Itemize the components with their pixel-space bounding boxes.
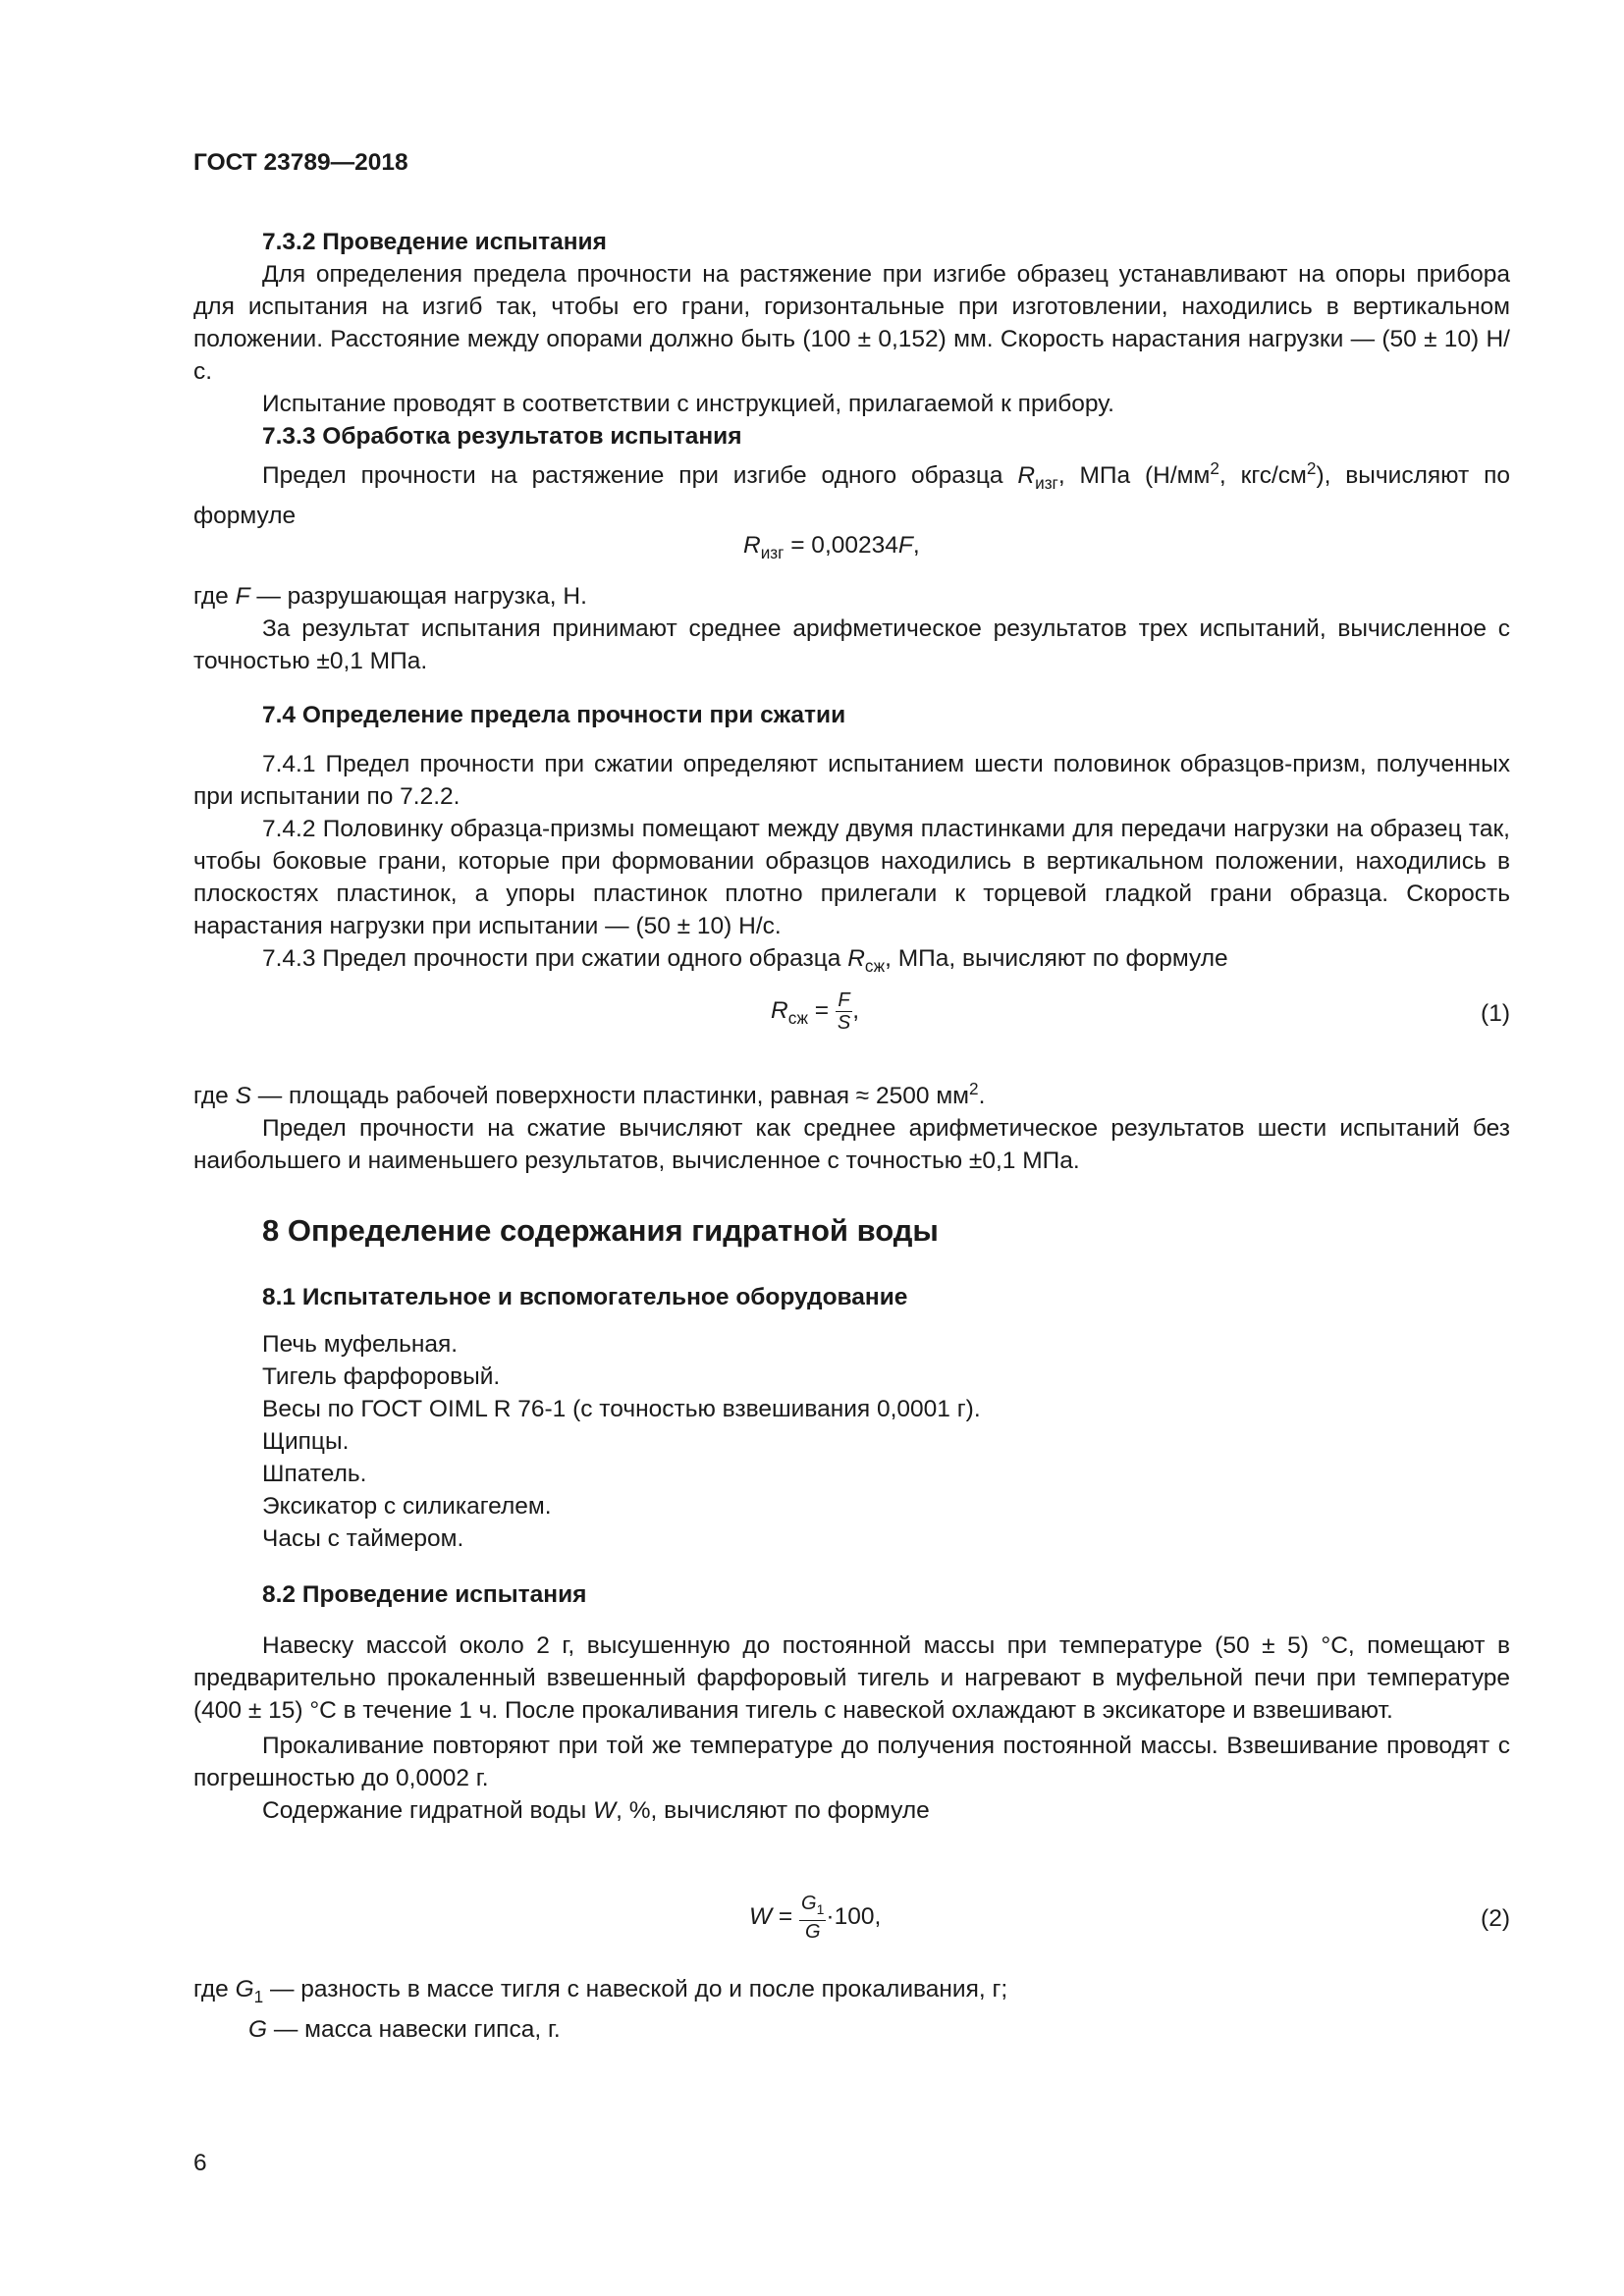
where-clause: G — масса навески гипса, г. [248, 2015, 561, 2043]
section-8-2 [193, 1578, 1510, 1611]
formula-number: (1) [1481, 1000, 1510, 1027]
where-clause: где $G_1$ — разность в массе тигля с навеской до и после прокаливания, г; [193, 1976, 1008, 2006]
paragraph: Навеску массой около 2 г, высушенную до постоянной массы при температуре (50 ± 5) °С, помещают в предварительно прокаленный взвешенный фарфоровый тигель и нагревают в муфельной печи при температуре (400 ± 15) °С в течение 1 ч. После прокаливания тигель с навеской охлаждают в эксикаторе и взвешивают. [193, 1632, 1510, 1724]
section-8-1-title: 8.1 Испытательное и вспомогательное оборудование [262, 1284, 908, 1310]
document-header: ГОСТ 23789—2018 [193, 149, 408, 176]
section-7-3-2-title: 7.3.2 Проведение испытания [262, 229, 607, 255]
list-item: Щипцы. [262, 1428, 350, 1455]
section-8-title: 8 Определение содержания гидратной воды [262, 1213, 939, 1248]
section-7-4-body [193, 748, 1510, 983]
formula-number: (2) [1481, 1905, 1510, 1932]
section-8-2-body [193, 1629, 1510, 1827]
formula-1: $R_{сж}$ = $\frac{F}{S}$ , [771, 989, 860, 1034]
section-7-4 [193, 699, 1510, 731]
paragraph: 7.4.1 Предел прочности при сжатии определяют испытанием шести половинок образцов-призм, полученных при испытании по 7.2.2. [193, 751, 1510, 810]
paragraph: Содержание гидратной воды W, %, вычисляют по формуле [262, 1797, 930, 1824]
formula-izg: $R_{изг} = 0,00234F$, [743, 532, 920, 562]
section-7-4-cont [193, 1073, 1510, 1177]
section-8-1 [193, 1281, 1510, 1313]
list-item: Шпатель. [262, 1461, 367, 1487]
paragraph: Для определения предела прочности на растяжение при изгибе образец устанавливают на опоры прибора для испытания на изгиб так, чтобы его грани, горизонтальные при изготовлении, находились в вертикальном положении. Расстояние между опорами должно быть (100 ± 0,152) мм. Скорость нарастания нагрузки — (50 ± 10) Н/с. [193, 261, 1510, 385]
equipment-list [193, 1328, 1510, 1555]
paragraph: Предел прочности на сжатие вычисляют как среднее арифметическое результатов шести испытаний без наибольшего и наименьшего результатов, вычисленное с точностью ±0,1 МПа. [193, 1115, 1510, 1175]
list-item: Печь муфельная. [262, 1331, 459, 1358]
paragraph: 7.4.3 Предел прочности при сжатии одного образца $R_{сж}$, МПа, вычисляют по формуле [262, 945, 1228, 976]
paragraph: За результат испытания принимают среднее арифметическое результатов трех испытаний, вычисленное с точностью ±0,1 МПа. [193, 615, 1510, 674]
paragraph: Предел прочности на растяжение при изгибе одного образца $R_{изг}$, МПа ($Н/мм^2$, кгс/$см^2$), вычисляют по формуле [193, 458, 1510, 530]
section-8-2-where [193, 1973, 1510, 2046]
list-item: Эксикатор с силикагелем. [262, 1493, 552, 1520]
list-item: Часы с таймером. [262, 1525, 464, 1552]
section-7-3-3-cont [193, 580, 1510, 677]
section-7-4-title: 7.4 Определение предела прочности при сжатии [262, 702, 846, 728]
paragraph: 7.4.2 Половинку образца-призмы помещают между двумя пластинками для передачи нагрузки на образец так, чтобы боковые грани, которые при формовании образцов находились в вертикальном положении, находились в плоскостях пластинок, а упоры пластинок плотно прилегали к торцевой гладкой грани образца. Скорость нарастания нагрузки при испытании — (50 ± 10) Н/с. [193, 816, 1510, 939]
section-7-3-2 [193, 226, 1510, 532]
list-item: Весы по ГОСТ OIML R 76-1 (с точностью взвешивания 0,0001 г). [262, 1396, 981, 1422]
list-item: Тигель фарфоровый. [262, 1363, 501, 1390]
paragraph: Испытание проводят в соответствии с инструкцией, прилагаемой к прибору. [262, 391, 1114, 417]
paragraph: Прокаливание повторяют при той же температуре до получения постоянной массы. Взвешивание проводят с погрешностью до 0,0002 г. [193, 1733, 1510, 1791]
where-clause: где F — разрушающая нагрузка, Н. [193, 583, 587, 610]
formula-2: W = $\frac{G_1}{G}$ ·100, [749, 1893, 882, 1943]
section-7-3-3-title: 7.3.3 Обработка результатов испытания [262, 423, 742, 450]
page-number: 6 [193, 2150, 207, 2176]
section-8-2-title: 8.2 Проведение испытания [262, 1581, 587, 1608]
where-clause: где S — площадь рабочей поверхности пластинки, равная ≈ 2500 $мм^2$. [193, 1079, 986, 1110]
